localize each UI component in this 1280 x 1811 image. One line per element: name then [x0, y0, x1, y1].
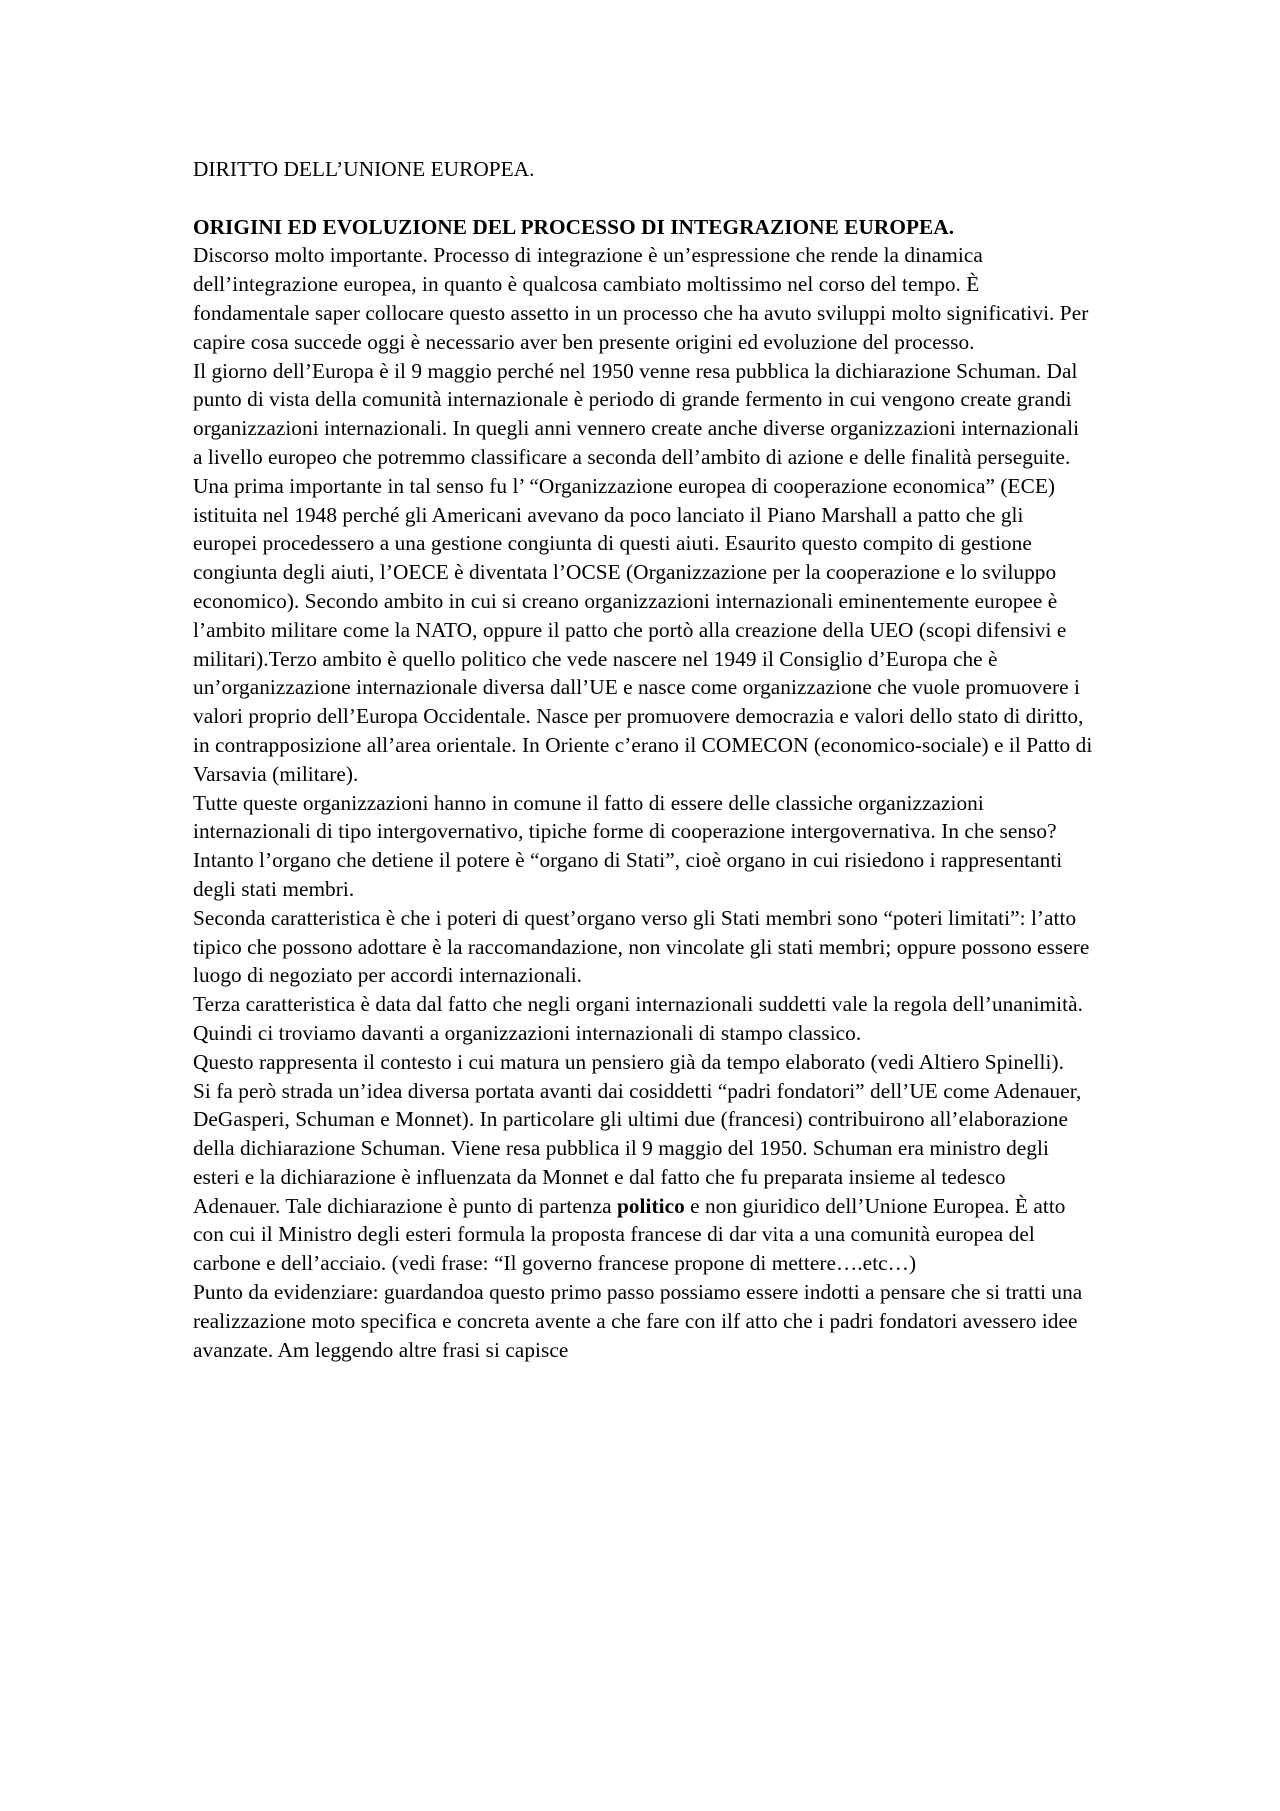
paragraph-2: Il giorno dell’Europa è il 9 maggio perché nel 1950 venne resa pubblica la dichiarazione Schuman. Dal punto di vista della comunità internazionale è periodo di grande fermento in cui vengono create grandi organizzazioni internazionali. In quegli anni vennero create anche diverse organizzazioni internazionali a livello europeo che potremmo classificare a seconda dell’ambito di azione e delle finalità perseguite. Una prima importante in tal senso fu l’ “Organizzazione europea di cooperazione economica” (ECE) istituita nel 1948 perché gli Americani avevano da poco lanciato il Piano Marshall a patto che gli europei procedessero a una gestione congiunta di questi aiuti. Esaurito questo compito di gestione congiunta degli aiuti, l’OECE è diventata l’OCSE (Organizzazione per la cooperazione e lo sviluppo economico). Secondo ambito in cui si creano organizzazioni internazionali eminentemente europee è l’ambito militare come la NATO, oppure il patto che portò alla creazione della UEO (scopi difensivi e militari).Terzo ambito è quello politico che vede nascere nel 1949 il Consiglio d’Europa che è un’organizzazione internazionale diversa dall’UE e nasce come organizzazione che vuole promuovere i valori proprio dell’Europa Occidentale. Nasce per promuovere democrazia e valori dello stato di diritto, in contrapposizione all’area orientale. In Oriente c’erano il COMECON (economico-sociale) e il Patto di Varsavia (militare). — [193, 358, 1093, 786]
paragraph-6: Quindi ci troviamo davanti a organizzazioni internazionali di stampo classico. — [193, 1020, 862, 1045]
paragraph-8 — [193, 1077, 1093, 1279]
paragraph-7: Questo rappresenta il contesto i cui matura un pensiero già da tempo elaborato (vedi Altiero Spinelli). — [193, 1049, 1064, 1074]
bold-emphasis: politico — [616, 1193, 685, 1218]
paragraph-8-text: Si fa però strada un’idea diversa portata avanti dai cosiddetti “padri fondatori” dell’UE come Adenauer, DeGasperi, Schuman e Monnet). In particolare gli ultimi due (francesi) contribuirono all’elaborazione della dichiarazione Schuman. Viene resa pubblica il 9 maggio del 1950. Schuman era ministro degli esteri e la dichiarazione è influenzata da Monnet e dal fatto che fu preparata insieme al tedesco Adenauer. Tale dichiarazione è punto di partenza — [193, 1078, 1082, 1218]
document-body — [193, 155, 1093, 1364]
paragraph-5: Terza caratteristica è data dal fatto che negli organi internazionali suddetti vale la regola dell’unanimità. — [193, 992, 1083, 1017]
document-title: DIRITTO DELL’UNIONE EUROPEA. — [193, 157, 535, 181]
paragraph-3: Tutte queste organizzazioni hanno in comune il fatto di essere delle classiche organizzazioni internazionali di tipo intergovernativo, tipiche forme di cooperazione intergovernativa. In che senso? Intanto l’organo che detiene il potere è “organo di Stati”, cioè organo in cui risiedono i rappresentanti degli stati membri. — [193, 790, 1063, 901]
section-heading: ORIGINI ED EVOLUZIONE DEL PROCESSO DI INTEGRAZIONE EUROPEA. — [193, 214, 955, 239]
paragraph-9: Punto da evidenziare: guardandoa questo primo passo possiamo essere indotti a pensare che si tratti una realizzazione moto specifica e concreta avente a che fare con ilf atto che i padri fondatori avessero idee avanzate. Am leggendo altre frasi si capisce — [193, 1280, 1083, 1362]
blank-line — [193, 184, 1093, 213]
paragraph-8-tail: e non giuridico dell’Unione Europea. È atto con cui il Ministro degli esteri formula la proposta francese di dar vita a una comunità europea del carbone e dell’acciaio. (vedi frase: “Il governo francese propone di mettere….etc…) — [193, 1193, 1066, 1276]
paragraph-4: Seconda caratteristica è che i poteri di quest’organo verso gli Stati membri sono “poteri limitati”: l’atto tipico che possono adottare è la raccomandazione, non vincolate gli stati membri; oppure possono essere luogo di negoziato per accordi internazionali. — [193, 905, 1090, 988]
paragraph-1: Discorso molto importante. Processo di integrazione è un’espressione che rende la dinamica dell’integrazione europea, in quanto è qualcosa cambiato moltissimo nel corso del tempo. È fondamentale saper collocare questo assetto in un processo che ha avuto sviluppi molto significativi. Per capire cosa succede oggi è necessario aver ben presente origini ed evoluzione del processo. — [193, 243, 1089, 354]
